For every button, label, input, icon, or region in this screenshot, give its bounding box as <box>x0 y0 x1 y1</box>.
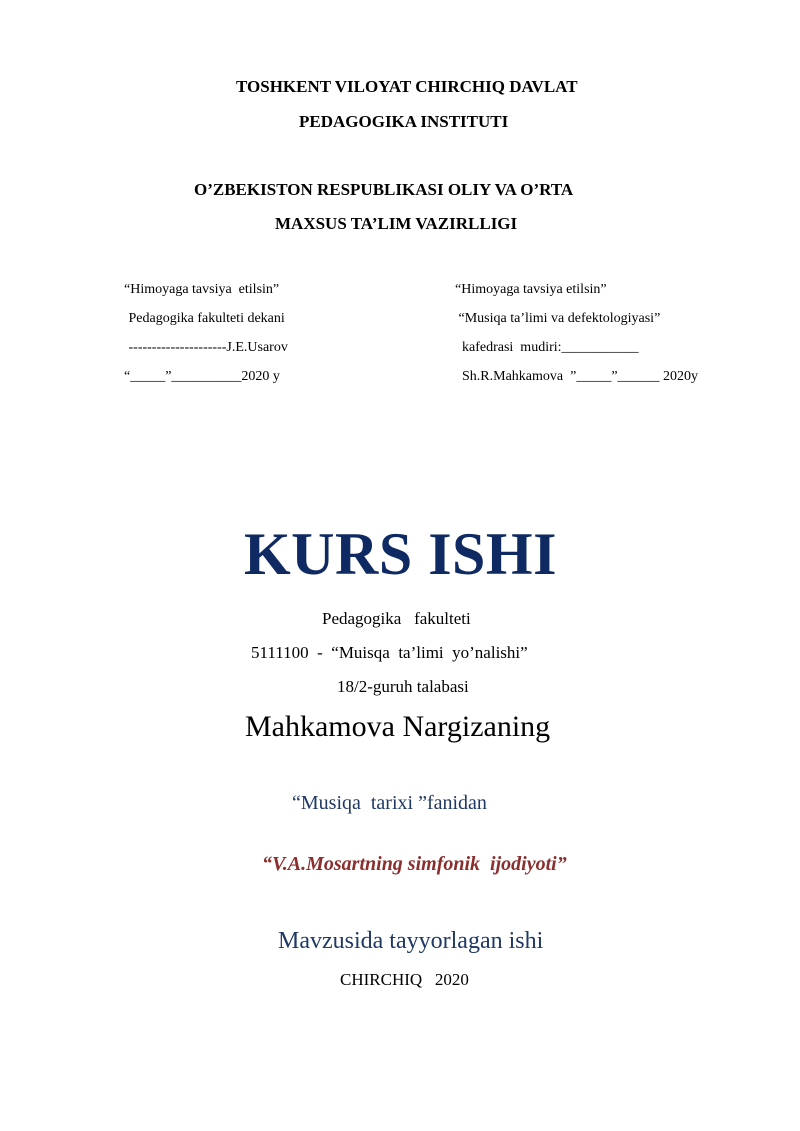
theme-title: “V.A.Mosartning simfonik ijodiyoti” <box>262 853 567 875</box>
direction-line: 5111100 - “Muisqa ta’limi yo’nalishi” <box>251 643 528 662</box>
approval-right-line1: “Himoyaga tavsiya etilsin” <box>455 282 607 297</box>
mavzu-line: Mavzusida tayyorlagan ishi <box>278 928 544 954</box>
approval-left-line4: “_____”__________2020 y <box>124 369 280 384</box>
institute-title-line2: PEDAGOGIKA INSTITUTI <box>299 112 509 131</box>
city-year: CHIRCHIQ 2020 <box>340 970 469 989</box>
faculty-line: Pedagogika fakulteti <box>322 609 471 628</box>
institute-title-line1: TOSHKENT VILOYAT CHIRCHIQ DAVLAT <box>236 77 578 96</box>
approval-right-line2: “Musiqa ta’limi va defektologiyasi” <box>455 311 661 326</box>
ministry-title-line2: MAXSUS TA’LIM VAZIRLLIGI <box>275 214 518 233</box>
subject-line: “Musiqa tarixi ”fanidan <box>292 792 487 814</box>
approval-right-line3: kafedrasi mudiri:___________ <box>455 340 639 355</box>
approval-left-line3: ---------------------J.E.Usarov <box>125 340 288 355</box>
group-line: 18/2-guruh talabasi <box>337 677 469 696</box>
approval-left-line1: “Himoyaga tavsiya etilsin” <box>124 282 280 297</box>
ministry-title-line1: O’ZBEKISTON RESPUBLIKASI OLIY VA O’RTA <box>194 180 574 199</box>
approval-left-line2: Pedagogika fakulteti dekani <box>125 311 285 326</box>
student-name: Mahkamova Nargizaning <box>245 710 551 743</box>
document-title: KURS ISHI <box>244 521 557 587</box>
approval-right-line4: Sh.R.Mahkamova ”_____”______ 2020y <box>455 369 699 384</box>
